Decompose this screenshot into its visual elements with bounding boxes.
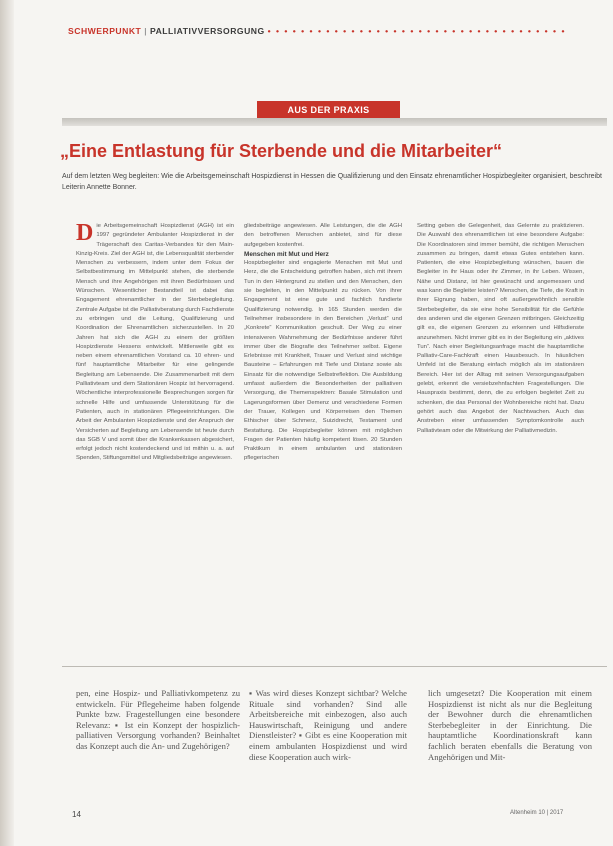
article-column-1 bbox=[76, 222, 234, 657]
column-2-text-1: gliedsbeiträge angewiesen. Alle Leistungen, die die AGH den betroffenen Menschen anbietet, sind für diese aufgegeben kostenfrei. bbox=[244, 223, 402, 248]
box-column-2 bbox=[249, 688, 407, 802]
article-lead: Auf dem letzten Weg begleiten: Wie die Arbeitsgemeinschaft Hospizdienst in Hessen die Qualifizierung und den Einsatz ehrenamtlicher Hospizbegleiter organisiert, beschreibt Leiterin Annette Bonner. bbox=[62, 173, 602, 191]
box-column-1 bbox=[76, 688, 240, 802]
banner-rule bbox=[62, 118, 607, 126]
column-1-text: ie Arbeitsgemeinschaft Hospizdienst (AGH) ist ein 1997 gegründeter Ambulanter Hospizdienst in der Trägerschaft des Caritas-Verbandes für den Main-Kinzig-Kreis. Ziel der AGH ist, die Lebensqualität sterbender Menschen zu verbessern, indem unter dem Fokus der Selbstbestimmung im Mittelpunkt stehen, die sterbende Mensch und ihre Angehörigen mit ihren Bedürfnissen und Wünschen. Wesentlicher Bestandteil ist dabei das Engagement ehrenamtlicher in der Sterbebegleitung. Zentrale Aufgabe ist die Palliativberatung durch Fachdienste zu erbringen und die Leitung, Qualifizierung und Koordination der Ehrenamtlichen sicherzustellen. In 20 Jahren hat sich die AGH zu einem der größten Hospizdienste Hessens entwickelt. Mittlerweile gibt es neben einem ehrenamtlichen Vorstand ca. 10 ehren- und fünf hauptamtliche Mitarbeiter für eine gelingende Begleitung am Lebensende. Die Zusammenarbeit mit dem Palliativteam und dem Stationären Hospiz ist hervorragend. Wöchentliche interprofessionelle Besprechungen sorgen für schnelle Hilfe und umfassende Unterstützung für die Patienten, auch in stationären Pflegeeinrichtungen. Die Arbeit der Ambulanten Hospizdienste und der Anspruch der Versicherten auf Begleitung am Lebensende ist heute durch das SGB V und somit über die Krankenkassen abgesichert, erfolgt jedoch nicht kostendeckend und ist mithin u. a. auf Spenden, Stiftungsmittel und Mitgliedsbeiträge angewiesen. bbox=[76, 223, 234, 462]
column-2-subhead: Menschen mit Mut und Herz bbox=[244, 250, 329, 258]
header-section: SCHWERPUNKT bbox=[68, 26, 142, 36]
article-title: „Eine Entlastung für Sterbende und die Mitarbeiter“ bbox=[60, 141, 503, 161]
header-topic: PALLIATIVVERSORGUNG bbox=[149, 26, 265, 36]
page-gutter-shadow bbox=[0, 0, 14, 846]
box-column-2-text: ▪ Was wird dieses Konzept sichtbar? Welche Rituale sind vorhanden? Sind alle Arbeitsbereiche mit einbezogen, also auch Hauswirtschaft, Reinigung und andere Dienstleister? ▪ Gibt es eine Kooperation mit einem ambulanten Hospizdienst und wird diese Kooperation auch wirk- bbox=[249, 688, 407, 762]
box-divider bbox=[62, 666, 607, 667]
page-footer: Altenheim 10 | 2017 bbox=[510, 810, 564, 816]
box-column-3-text: lich umgesetzt? Die Kooperation mit einem Hospizdienst ist nicht als nur die Begleitung der Bewohner durch die ehrenamtlichen Sterbebegleiter in der Einrichtung. Die hauptamtliche Koordinationskraft kann fachlich beraten ebenfalls die Beratung von Angehörigen und Mit- bbox=[428, 688, 592, 762]
column-3-text: Setting geben die Gelegenheit, das Gelernte zu praktizieren. Die Auswahl des ehrenamtlichen ist eine besondere Aufgabe: Die Koordinatoren sind immer bemüht, die richtigen Menschen zusammen zu bringen, damit etwas Gutes entstehen kann. Patienten, die eine Hospizbegleitung wünschen, bauen die Begleiter in ihr Haus oder ihr Zimmer, in ihr Leben. Wissen, Nähe und Distanz, ist hier gewünscht und angemessen und was kann die Begleiter leisten? Menschen, die Tiefe, die Kraft in ihrer Eignung haben, sind oft außergewöhnlich sensible Sterbebegleiter, da sie eine hohe Sensibilität für die Gefühle des anderen und die eigenen Grenzen mitbringen. Gleichzeitig gilt es, die eigenen Grenzen zu erkennen und Hilfsdienste anzunehmen. Nicht immer gibt es in der Begleitung ein „aktives Tun“. Nach einer Begleitungsanfrage macht die hauptamtliche Palliativ-Care-Fachkraft einen Hausbesuch. In häuslichen Umfeld ist die Beratung einfach möglich als im stationären Bereich. Hier ist der Alltag mit seinen Versorgungsaufgaben gelebt, erkennt die versiebzehnfachten Fragestellungen. Die Hauspraxis bestimmt, denn, die zu erfolgen begleitet Zeit zu schenken, die das Personal der Wohnbereiche nicht hat. Dazu gehört auch das Angebot der Nachtwachen. Auch das Anstreben einer umfassenden Symptomkontrolle auch Palliativteam oder die Mitwirkung der Palliativmedizin. bbox=[417, 223, 584, 434]
box-column-1-text: pen, eine Hospiz- und Palliativkompetenz zu entwickeln. Für Pflegeheime haben folgende Punkte bzw. Fragestellungen eine besondere Relevanz: ▪ Ist ein Konzept der hospizlich-palliativen Versorgung vorhanden? Beinhaltet das Konzept auch die An- und Zugehörigen? bbox=[76, 688, 240, 751]
article-column-3 bbox=[417, 222, 584, 657]
section-header bbox=[68, 26, 588, 40]
header-separator: | bbox=[144, 26, 148, 36]
box-column-3 bbox=[428, 688, 592, 802]
header-dots: • • • • • • • • • • • • • • • • • • • • • • • • • • • • • • • • • • • • bbox=[267, 26, 566, 36]
section-banner: AUS DER PRAXIS bbox=[257, 101, 400, 119]
page-number: 14 bbox=[72, 810, 81, 819]
drop-cap: D bbox=[76, 222, 94, 246]
article-column-2 bbox=[244, 222, 402, 657]
column-2-text-2: Hospizbegleiter sind engagierte Menschen mit Mut und Herz, die die Entscheidung getroffen haben, sich mit ihrem Tun in den Hintergrund zu stellen und den Menschen, den sie begleiten, in den Mittelpunkt zu rücken. Von ihrer Engagement ist eine gute und fachlich fundierte Qualifizierung notwendig. In 165 Stunden werden die Teilnehmer insbesondere in den Bereichen „Verlust“ und „Konkrete“ Kommunikation geschult. Der Weg zu einer intensiveren Wahrnehmung der Bedürfnisse anderer führt immer über die Biografie des Teilnehmer selbst. Eigene Erlebnisse mit Krankheit, Trauer und Verlust sind wichtige Bausteine – Erfahrungen mit Tiefe und Distanz sowie als Einsatz für die notwendige Selbstreflektion. Die Ausbildung umfasst außerdem die Besonderheiten der palliativen Versorgung, die Themenspektren: Basale Stimulation und Lagerungsformen über Demenz und verschiedene Formen der Trauer, Kollegen und Körperreisen den Themen Ethischer über Schmerz, Suizidrecht, Testament und Bestattung. Die Hospizbegleiter können mit möglichen Fragen der Patienten häufig kompetent lösen. 20 Stunden Praktikum in einem ambulanten und stationären pflegerischen bbox=[244, 260, 402, 462]
